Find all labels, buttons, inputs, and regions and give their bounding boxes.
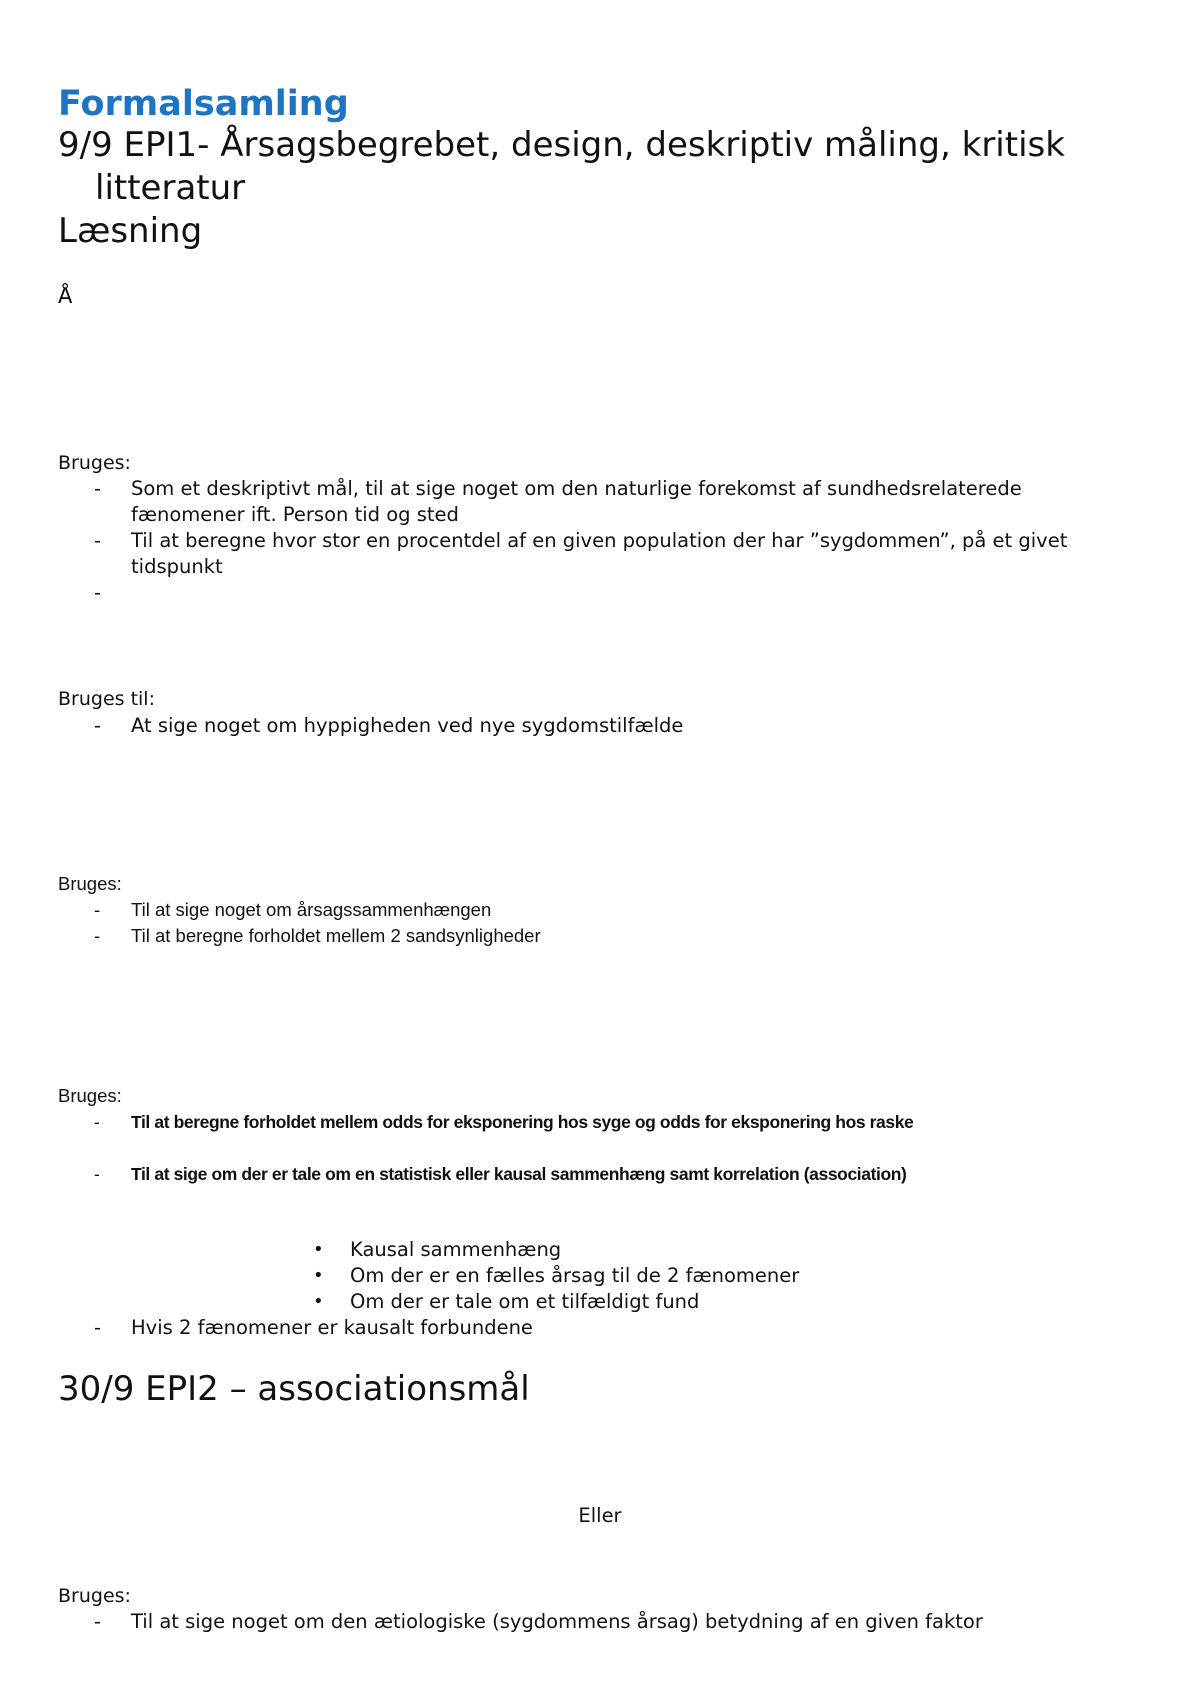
list-dash: - <box>94 1610 102 1633</box>
list-dash: - <box>94 925 101 946</box>
list-item <box>0 1315 1200 1345</box>
block1-label: Bruges: <box>58 452 131 474</box>
document-title: Formalsamling <box>58 84 349 124</box>
subheading-laesning: Læsning <box>58 211 203 251</box>
bullet-dot-icon: • <box>313 1239 324 1260</box>
list-dash: - <box>94 1316 102 1339</box>
block3-label: Bruges: <box>58 873 122 894</box>
bullet-text: Om der er tale om et tilfældigt fund <box>350 1290 700 1313</box>
list-item-text: Hvis 2 fænomener er kausalt forbundene <box>131 1316 533 1339</box>
section2-label: Bruges: <box>58 1585 131 1607</box>
list-item <box>0 713 1200 743</box>
list-item <box>0 1109 1200 1139</box>
list-dash: - <box>94 714 102 737</box>
block4-label: Bruges: <box>58 1085 122 1106</box>
bullet-dot-icon: • <box>313 1291 324 1312</box>
list-dash: - <box>94 1112 100 1132</box>
list-item-text-continuation: tidspunkt <box>131 555 223 578</box>
center-text-eller: Eller <box>578 1504 622 1527</box>
list-dash: - <box>94 529 102 552</box>
list-dash: - <box>94 477 102 500</box>
section-heading-epi2: 30/9 EPI2 – associationsmål <box>58 1369 530 1409</box>
list-item <box>0 1161 1200 1191</box>
list-dash: - <box>94 581 102 604</box>
section-heading-epi1-line1: 9/9 EPI1- Årsagsbegrebet, design, deskriptiv måling, kritisk <box>58 125 1065 165</box>
list-item-text: Til at beregne forholdet mellem odds for eksponering hos syge og odds for eksponering hos raske <box>131 1112 914 1132</box>
list-item-text: At sige noget om hyppigheden ved nye sygdomstilfælde <box>131 714 684 737</box>
list-item-text: Til at sige noget om den ætiologiske (sygdommens årsag) betydning af en given faktor <box>131 1610 983 1633</box>
list-item-text: Til at sige noget om årsagssammenhængen <box>131 899 492 920</box>
block2-label: Bruges til: <box>58 688 155 710</box>
list-dash: - <box>94 899 101 920</box>
list-item-text: Til at sige om der er tale om en statistisk eller kausal sammenhæng samt korrelation (association) <box>131 1164 907 1184</box>
list-item-text: Til at beregne forholdet mellem 2 sandsynligheder <box>131 925 541 946</box>
bullet-text: Om der er en fælles årsag til de 2 fænomener <box>350 1264 800 1287</box>
bullet-dot-icon: • <box>313 1265 324 1286</box>
list-item-text-continuation: fænomener ift. Person tid og sted <box>131 503 459 526</box>
list-dash: - <box>94 1164 100 1184</box>
list-item-text: Til at beregne hvor stor en procentdel af en given population der har ”sygdommen”, på et givet <box>131 529 1068 552</box>
section-heading-epi1-line2: litteratur <box>95 168 246 208</box>
list-item <box>0 580 1200 610</box>
list-item-text: Som et deskriptivt mål, til at sige noget om den naturlige forekomst af sundhedsrelaterede <box>131 477 1022 500</box>
stray-character: Å <box>58 284 73 308</box>
list-item <box>0 923 1200 953</box>
list-item <box>0 1609 1200 1639</box>
bullet-text: Kausal sammenhæng <box>350 1238 562 1261</box>
